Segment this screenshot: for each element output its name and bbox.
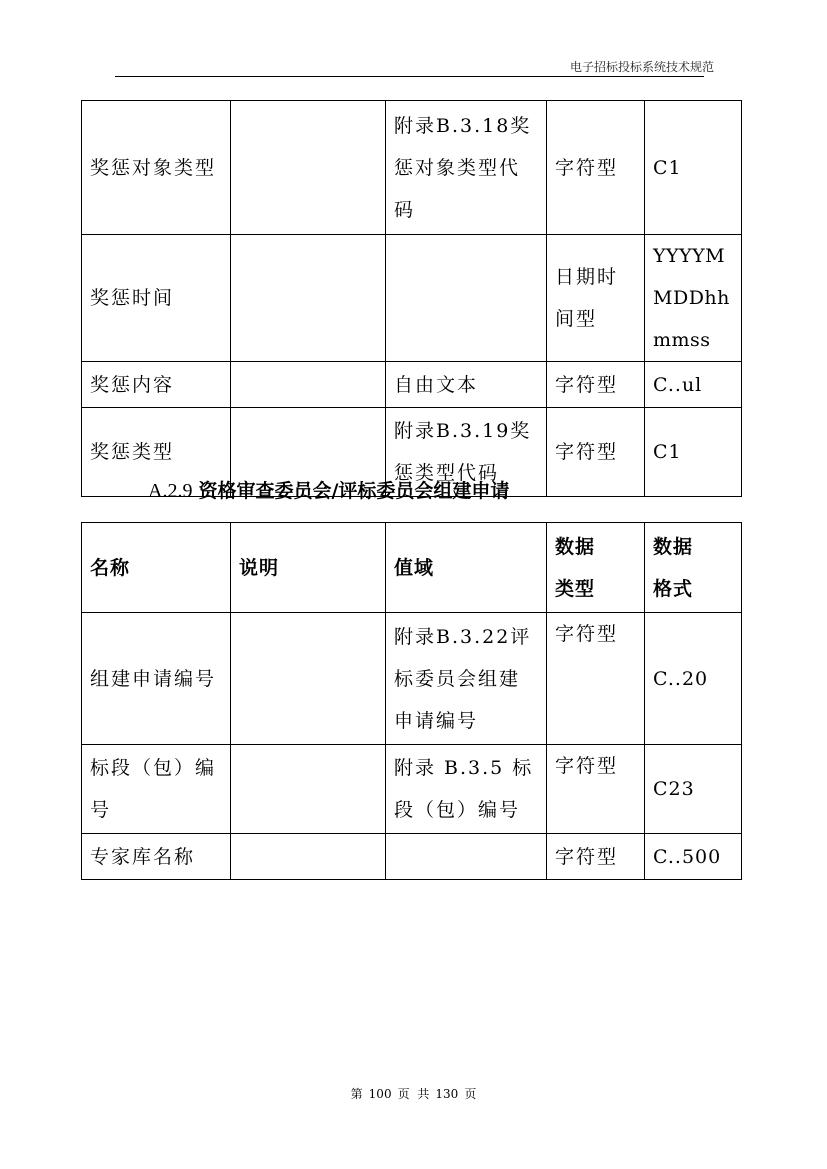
cell-name: 专家库名称 [82, 834, 231, 880]
cell-desc [231, 101, 386, 235]
data-element-table-continued [81, 100, 742, 497]
cell-desc [231, 235, 386, 362]
section-number: A.2.9 [148, 480, 193, 502]
cell-type: 字符型 [547, 834, 645, 880]
cell-range: 自由文本 [386, 362, 547, 408]
cell-format: C1 [645, 101, 742, 235]
cell-desc [231, 834, 386, 880]
cell-range [386, 834, 547, 880]
cell-range: 附录 B.3.5 标段（包）编号 [386, 745, 547, 834]
header-range: 值域 [386, 523, 547, 613]
cell-range: 附录B.3.18奖惩对象类型代码 [386, 101, 547, 235]
section-heading [148, 476, 509, 506]
table-row [82, 834, 742, 880]
footer-mid: 页 共 [397, 1087, 430, 1101]
footer-page-number: 100 [368, 1087, 392, 1101]
table-row [82, 101, 742, 235]
header-type: 数据类型 [547, 523, 645, 613]
header-format: 数据格式 [645, 523, 742, 613]
cell-name: 奖惩内容 [82, 362, 231, 408]
table-row [82, 613, 742, 745]
section-title: 资格审查委员会/评标委员会组建申请 [198, 480, 510, 502]
cell-type: 字符型 [547, 613, 645, 745]
cell-name: 组建申请编号 [82, 613, 231, 745]
cell-format: C1 [645, 408, 742, 497]
cell-format: C23 [645, 745, 742, 834]
cell-format: C..ul [645, 362, 742, 408]
cell-type: 字符型 [547, 408, 645, 497]
cell-name: 奖惩对象类型 [82, 101, 231, 235]
cell-format: C..20 [645, 613, 742, 745]
cell-type: 字符型 [547, 362, 645, 408]
cell-type: 字符型 [547, 745, 645, 834]
running-header-title: 电子招标投标系统技术规范 [569, 60, 714, 74]
cell-desc [231, 362, 386, 408]
footer-total-pages: 130 [435, 1087, 459, 1101]
table-row [82, 745, 742, 834]
cell-range: 附录B.3.19奖惩类型代码 [386, 408, 547, 497]
header-name: 名称 [82, 523, 231, 613]
header-rule [115, 76, 704, 77]
page-footer [0, 1085, 827, 1102]
footer-suffix: 页 [464, 1087, 477, 1101]
cell-type: 日期时间型 [547, 235, 645, 362]
footer-prefix: 第 [350, 1087, 363, 1101]
table-row [82, 362, 742, 408]
cell-desc [231, 745, 386, 834]
cell-name: 标段（包）编号 [82, 745, 231, 834]
data-element-table [81, 522, 742, 880]
cell-type: 字符型 [547, 101, 645, 235]
cell-name: 奖惩时间 [82, 235, 231, 362]
cell-format: C..500 [645, 834, 742, 880]
cell-range [386, 235, 547, 362]
table-header-row [82, 523, 742, 613]
cell-name: 奖惩类型 [82, 408, 231, 497]
header-desc: 说明 [231, 523, 386, 613]
table-row [82, 235, 742, 362]
cell-desc [231, 613, 386, 745]
cell-format: YYYYMMDDhhmmss [645, 235, 742, 362]
cell-range: 附录B.3.22评标委员会组建申请编号 [386, 613, 547, 745]
